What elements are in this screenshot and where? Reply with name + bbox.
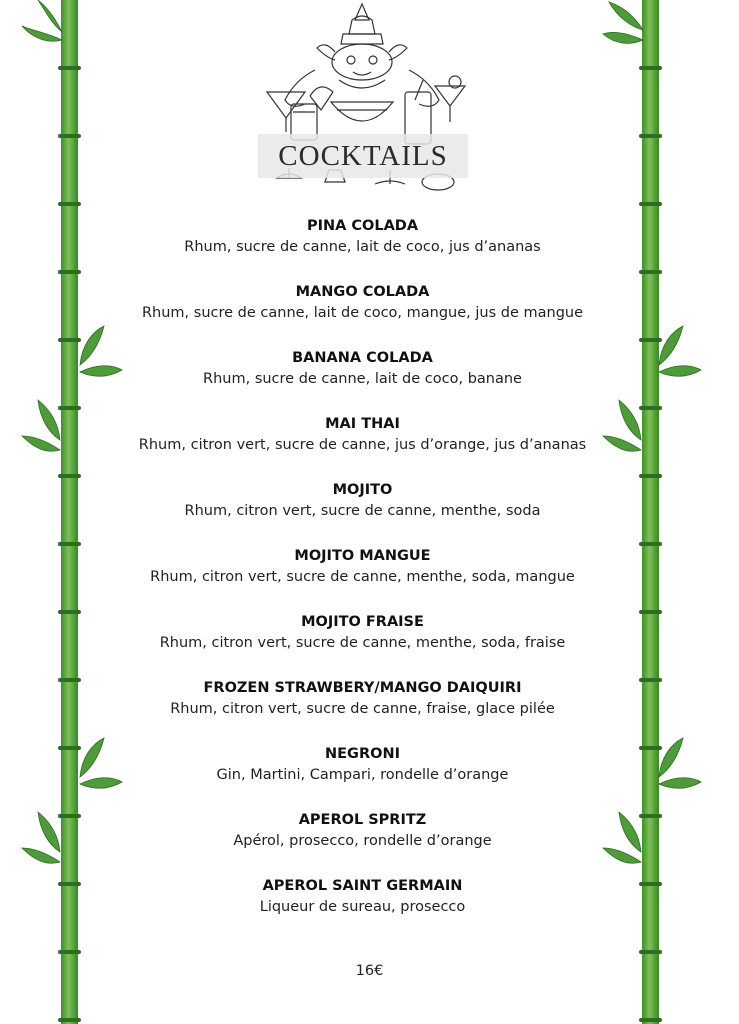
menu-item-name: MANGO COLADA xyxy=(295,284,430,300)
menu-item-name: MOJITO xyxy=(332,482,393,498)
cocktail-menu-list xyxy=(110,216,615,942)
menu-item xyxy=(110,282,615,348)
menu-item-description: Rhum, citron vert, sucre de canne, jus d’orange, jus d’ananas xyxy=(138,437,587,453)
menu-item xyxy=(110,546,615,612)
menu-item-name: MOJITO MANGUE xyxy=(294,548,431,564)
title-banner xyxy=(258,134,468,178)
menu-item xyxy=(110,216,615,282)
page-title: COCKTAILS xyxy=(278,139,448,172)
menu-item-name: FROZEN STRAWBERY/MANGO DAIQUIRI xyxy=(203,680,522,696)
menu-item-description: Rhum, citron vert, sucre de canne, fraise, glace pilée xyxy=(170,701,555,717)
menu-item xyxy=(110,810,615,876)
menu-item xyxy=(110,348,615,414)
menu-item-description: Rhum, citron vert, sucre de canne, menthe, soda, fraise xyxy=(159,635,566,651)
menu-item xyxy=(110,612,615,678)
menu-item xyxy=(110,678,615,744)
menu-item-description: Liqueur de sureau, prosecco xyxy=(259,899,466,915)
menu-item xyxy=(110,480,615,546)
menu-item-description: Apérol, prosecco, rondelle d’orange xyxy=(233,833,492,849)
menu-item-description: Rhum, sucre de canne, lait de coco, mangue, jus de mangue xyxy=(141,305,584,321)
price-label: 16€ xyxy=(355,963,384,979)
menu-item-description: Rhum, citron vert, sucre de canne, menthe, soda, mangue xyxy=(150,569,575,585)
menu-item-description: Rhum, sucre de canne, lait de coco, banane xyxy=(203,371,522,387)
bamboo-stalk-right-icon xyxy=(599,0,739,1024)
menu-item xyxy=(110,414,615,480)
menu-item-name: PINA COLADA xyxy=(306,218,419,234)
menu-item-description: Rhum, sucre de canne, lait de coco, jus d’ananas xyxy=(184,239,541,255)
menu-item xyxy=(110,876,615,942)
menu-item-name: APEROL SPRITZ xyxy=(298,812,427,828)
menu-item xyxy=(110,744,615,810)
menu-item-name: NEGRONI xyxy=(325,746,400,762)
menu-item-name: APEROL SAINT GERMAIN xyxy=(262,878,463,894)
menu-item-name: MOJITO FRAISE xyxy=(301,614,424,630)
menu-item-name: MAI THAI xyxy=(325,416,400,432)
menu-item-name: BANANA COLADA xyxy=(292,350,433,366)
menu-item-description: Rhum, citron vert, sucre de canne, menthe, soda xyxy=(184,503,541,519)
menu-item-description: Gin, Martini, Campari, rondelle d’orange xyxy=(216,767,509,783)
